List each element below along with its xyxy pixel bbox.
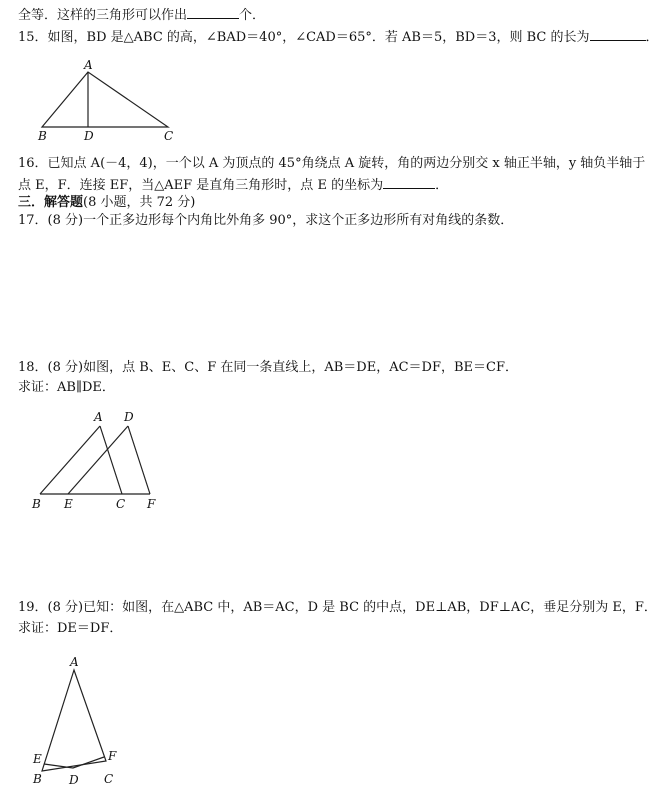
triangle-abc xyxy=(42,670,106,771)
prev-question-tail: 全等．这样的三角形可以作出 个． xyxy=(18,8,266,23)
question-16-line1: 16．已知点 A(－4，4)，一个以 A 为顶点的 45°角绕点 A 旋转，角的两边分别交 x 轴正半轴，y 轴负半轴于 xyxy=(18,156,646,171)
label-c: C xyxy=(104,772,114,786)
question-17: 17．(8 分)一个正多边形每个内角比外角多 90°，求这个正多边形所有对角线的条数． xyxy=(18,213,514,228)
label-c: C xyxy=(116,497,126,511)
label-b: B xyxy=(38,129,47,143)
label-d: D xyxy=(124,410,134,424)
question-15: 15．如图，BD 是△ABC 的高，∠BAD＝40°，∠CAD＝65°．若 AB＝5，BD＝3，则 BC 的长为 ． xyxy=(18,30,659,45)
label-d: D xyxy=(69,773,79,787)
label-d: D xyxy=(84,129,94,143)
question-18-line1: 18．(8 分)如图，点 B、E、C、F 在同一条直线上，AB＝DE，AC＝DF，BE＝CF． xyxy=(18,360,519,375)
question-16-line2: 点 E，F．连接 EF，当△AEF 是直角三角形时，点 E 的坐标为 ． xyxy=(18,178,449,193)
label-b: B xyxy=(33,772,42,786)
label-f: F xyxy=(108,749,117,763)
question-19-line1: 19．(8 分)已知：如图，在△ABC 中，AB＝AC，D 是 BC 的中点，DE⊥AB，DF⊥AC，垂足分别为 E，F． xyxy=(18,600,657,615)
label-e: E xyxy=(33,752,42,766)
label-a: A xyxy=(70,655,79,669)
question-19-line2: 求证：DE＝DF． xyxy=(18,621,123,636)
label-e: E xyxy=(64,497,73,511)
label-f: F xyxy=(147,497,156,511)
label-c: C xyxy=(164,129,174,143)
section-3-heading: 三．解答题(8 小题，共 72 分) xyxy=(18,195,196,210)
label-b: B xyxy=(32,497,41,511)
label-a: A xyxy=(84,58,93,72)
question-18-line2: 求证：AB∥DE． xyxy=(18,380,115,395)
label-a: A xyxy=(94,410,103,424)
